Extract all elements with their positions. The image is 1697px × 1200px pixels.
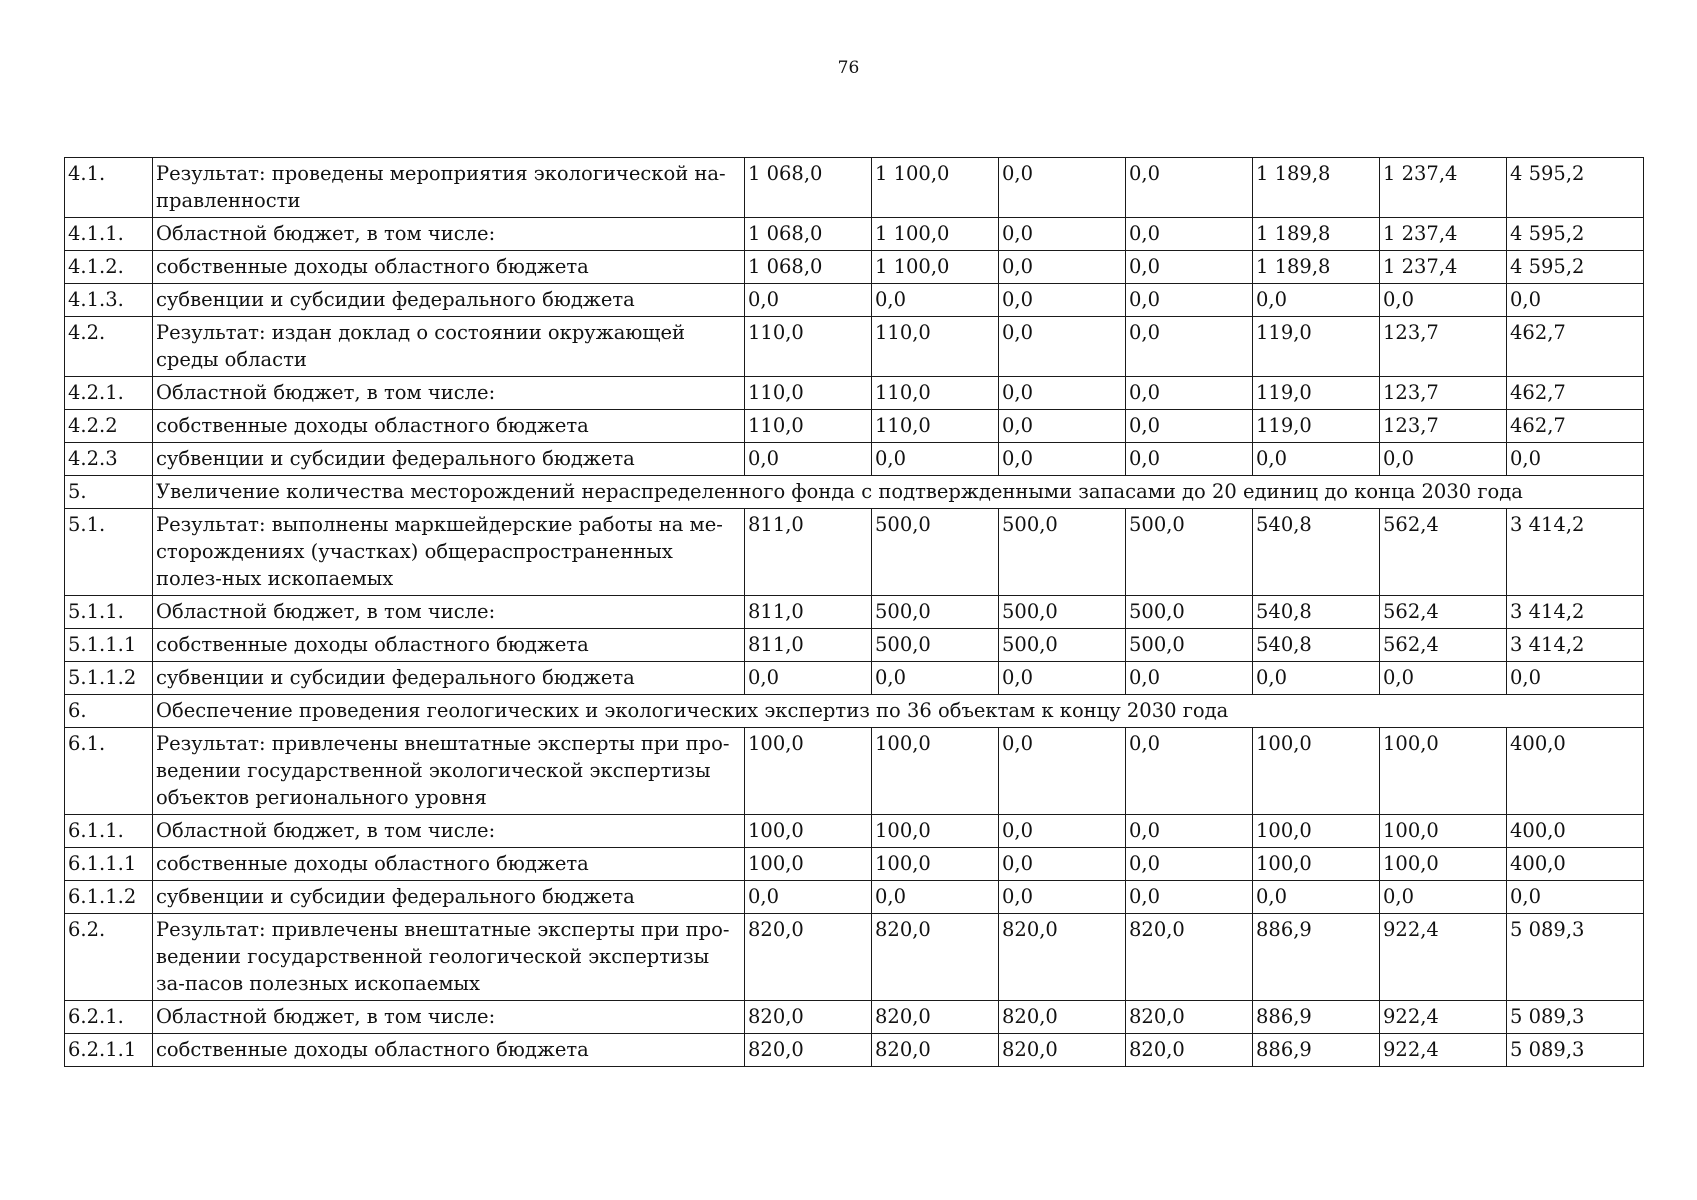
value-cell-2: 500,0 [872,509,999,596]
value-cell-4: 0,0 [1126,158,1253,218]
value-cell-5: 540,8 [1253,509,1380,596]
value-cell-5: 100,0 [1253,848,1380,881]
value-cell-1: 0,0 [745,284,872,317]
value-cell-5: 0,0 [1253,881,1380,914]
value-cell-3: 0,0 [999,284,1126,317]
row-id-cell: 5.1.1.1 [65,629,153,662]
row-id-cell: 4.1. [65,158,153,218]
value-cell-6: 0,0 [1380,662,1507,695]
row-id-cell: 5.1.1.2 [65,662,153,695]
value-cell-3: 500,0 [999,509,1126,596]
value-cell-5: 886,9 [1253,914,1380,1001]
row-label-cell: субвенции и субсидии федерального бюджета [153,881,745,914]
value-cell-3: 0,0 [999,158,1126,218]
value-cell-1: 110,0 [745,317,872,377]
row-id-cell: 5. [65,476,153,509]
value-cell-7: 0,0 [1507,284,1644,317]
value-cell-4: 0,0 [1126,410,1253,443]
value-cell-3: 500,0 [999,629,1126,662]
row-label-cell: Результат: выполнены маркшейдерские работы на ме-сторождениях (участках) общераспространенных полез-ных ископаемых [153,509,745,596]
value-cell-3: 0,0 [999,662,1126,695]
value-cell-2: 110,0 [872,377,999,410]
value-cell-3: 820,0 [999,1001,1126,1034]
value-cell-5: 100,0 [1253,728,1380,815]
section-row [65,476,1644,509]
value-cell-5: 0,0 [1253,443,1380,476]
value-cell-6: 123,7 [1380,317,1507,377]
value-cell-6: 100,0 [1380,815,1507,848]
row-id-cell: 6.1.1.1 [65,848,153,881]
value-cell-7: 5 089,3 [1507,914,1644,1001]
value-cell-1: 100,0 [745,815,872,848]
table-row [65,317,1644,377]
value-cell-7: 400,0 [1507,728,1644,815]
table-row [65,596,1644,629]
row-id-cell: 4.2. [65,317,153,377]
row-label-cell: собственные доходы областного бюджета [153,848,745,881]
value-cell-4: 0,0 [1126,815,1253,848]
value-cell-1: 1 068,0 [745,251,872,284]
row-id-cell: 6. [65,695,153,728]
row-id-cell: 4.2.2 [65,410,153,443]
value-cell-1: 100,0 [745,848,872,881]
value-cell-7: 462,7 [1507,377,1644,410]
row-id-cell: 6.1.1.2 [65,881,153,914]
value-cell-1: 820,0 [745,914,872,1001]
value-cell-1: 1 068,0 [745,158,872,218]
row-id-cell: 6.2. [65,914,153,1001]
table-row [65,284,1644,317]
row-id-cell: 4.1.3. [65,284,153,317]
table-row [65,1034,1644,1067]
value-cell-7: 4 595,2 [1507,218,1644,251]
value-cell-1: 1 068,0 [745,218,872,251]
value-cell-7: 5 089,3 [1507,1034,1644,1067]
value-cell-5: 540,8 [1253,629,1380,662]
value-cell-6: 0,0 [1380,881,1507,914]
value-cell-3: 820,0 [999,914,1126,1001]
value-cell-3: 0,0 [999,815,1126,848]
value-cell-4: 0,0 [1126,251,1253,284]
table-row [65,410,1644,443]
value-cell-7: 0,0 [1507,881,1644,914]
value-cell-3: 0,0 [999,410,1126,443]
row-label-cell: субвенции и субсидии федерального бюджета [153,284,745,317]
budget-table [64,157,1644,1067]
value-cell-2: 0,0 [872,284,999,317]
value-cell-1: 110,0 [745,410,872,443]
value-cell-6: 1 237,4 [1380,158,1507,218]
value-cell-4: 820,0 [1126,1001,1253,1034]
row-label-cell: собственные доходы областного бюджета [153,629,745,662]
table-row [65,914,1644,1001]
value-cell-5: 1 189,8 [1253,158,1380,218]
row-label-cell: Областной бюджет, в том числе: [153,596,745,629]
value-cell-7: 0,0 [1507,443,1644,476]
value-cell-6: 0,0 [1380,443,1507,476]
row-id-cell: 4.2.3 [65,443,153,476]
value-cell-5: 1 189,8 [1253,251,1380,284]
row-id-cell: 6.1.1. [65,815,153,848]
value-cell-6: 922,4 [1380,1001,1507,1034]
row-label-cell: Результат: издан доклад о состоянии окружающей среды области [153,317,745,377]
value-cell-5: 119,0 [1253,377,1380,410]
value-cell-3: 0,0 [999,218,1126,251]
table-row [65,662,1644,695]
value-cell-2: 500,0 [872,596,999,629]
value-cell-6: 100,0 [1380,848,1507,881]
row-id-cell: 4.2.1. [65,377,153,410]
value-cell-1: 100,0 [745,728,872,815]
row-id-cell: 5.1.1. [65,596,153,629]
value-cell-2: 500,0 [872,629,999,662]
value-cell-5: 100,0 [1253,815,1380,848]
value-cell-6: 1 237,4 [1380,218,1507,251]
value-cell-5: 1 189,8 [1253,218,1380,251]
row-label-cell: Областной бюджет, в том числе: [153,815,745,848]
table-row [65,815,1644,848]
value-cell-2: 110,0 [872,317,999,377]
value-cell-7: 4 595,2 [1507,158,1644,218]
value-cell-2: 110,0 [872,410,999,443]
table-row [65,377,1644,410]
row-label-cell: Областной бюджет, в том числе: [153,377,745,410]
value-cell-6: 100,0 [1380,728,1507,815]
value-cell-2: 0,0 [872,443,999,476]
row-label-cell: собственные доходы областного бюджета [153,410,745,443]
value-cell-2: 820,0 [872,914,999,1001]
section-title-cell: Обеспечение проведения геологических и экологических экспертиз по 36 объектам к концу 2030 года [153,695,1644,728]
table-row [65,1001,1644,1034]
table-row [65,848,1644,881]
row-label-cell: Областной бюджет, в том числе: [153,218,745,251]
page-number: 76 [837,58,860,78]
value-cell-2: 100,0 [872,728,999,815]
value-cell-1: 820,0 [745,1034,872,1067]
value-cell-2: 1 100,0 [872,158,999,218]
value-cell-3: 0,0 [999,251,1126,284]
value-cell-2: 1 100,0 [872,251,999,284]
value-cell-3: 0,0 [999,377,1126,410]
value-cell-1: 0,0 [745,881,872,914]
value-cell-4: 500,0 [1126,629,1253,662]
value-cell-4: 0,0 [1126,881,1253,914]
value-cell-4: 0,0 [1126,728,1253,815]
value-cell-7: 400,0 [1507,815,1644,848]
value-cell-1: 0,0 [745,443,872,476]
value-cell-2: 820,0 [872,1001,999,1034]
value-cell-7: 462,7 [1507,410,1644,443]
value-cell-2: 0,0 [872,662,999,695]
value-cell-6: 562,4 [1380,596,1507,629]
table-body [65,158,1644,1067]
value-cell-4: 0,0 [1126,284,1253,317]
value-cell-3: 820,0 [999,1034,1126,1067]
value-cell-1: 110,0 [745,377,872,410]
value-cell-7: 400,0 [1507,848,1644,881]
value-cell-4: 500,0 [1126,596,1253,629]
value-cell-2: 820,0 [872,1034,999,1067]
row-id-cell: 6.2.1.1 [65,1034,153,1067]
value-cell-7: 5 089,3 [1507,1001,1644,1034]
row-id-cell: 6.1. [65,728,153,815]
table-row [65,218,1644,251]
value-cell-1: 811,0 [745,596,872,629]
table-row [65,443,1644,476]
table-row [65,158,1644,218]
value-cell-7: 3 414,2 [1507,509,1644,596]
value-cell-6: 562,4 [1380,629,1507,662]
value-cell-5: 886,9 [1253,1034,1380,1067]
row-label-cell: собственные доходы областного бюджета [153,251,745,284]
table-row [65,509,1644,596]
row-id-cell: 4.1.1. [65,218,153,251]
row-label-cell: Областной бюджет, в том числе: [153,1001,745,1034]
value-cell-3: 0,0 [999,317,1126,377]
table-row [65,728,1644,815]
value-cell-7: 4 595,2 [1507,251,1644,284]
value-cell-6: 1 237,4 [1380,251,1507,284]
value-cell-2: 100,0 [872,848,999,881]
table-row [65,629,1644,662]
table-row [65,251,1644,284]
section-title-cell: Увеличение количества месторождений нераспределенного фонда с подтвержденными запасами до 20 единиц до конца 2030 года [153,476,1644,509]
value-cell-6: 922,4 [1380,914,1507,1001]
value-cell-4: 0,0 [1126,848,1253,881]
value-cell-5: 0,0 [1253,284,1380,317]
value-cell-1: 0,0 [745,662,872,695]
row-label-cell: субвенции и субсидии федерального бюджета [153,662,745,695]
value-cell-1: 811,0 [745,509,872,596]
row-label-cell: субвенции и субсидии федерального бюджета [153,443,745,476]
value-cell-5: 0,0 [1253,662,1380,695]
value-cell-2: 1 100,0 [872,218,999,251]
value-cell-4: 820,0 [1126,914,1253,1001]
row-label-cell: собственные доходы областного бюджета [153,1034,745,1067]
value-cell-4: 0,0 [1126,662,1253,695]
value-cell-7: 462,7 [1507,317,1644,377]
value-cell-4: 0,0 [1126,377,1253,410]
row-label-cell: Результат: проведены мероприятия экологической на-правленности [153,158,745,218]
value-cell-5: 540,8 [1253,596,1380,629]
value-cell-6: 123,7 [1380,410,1507,443]
value-cell-4: 0,0 [1126,443,1253,476]
row-id-cell: 4.1.2. [65,251,153,284]
row-label-cell: Результат: привлечены внештатные эксперты при про-ведении государственной экологической экспертизы объектов регионального уровня [153,728,745,815]
value-cell-3: 0,0 [999,728,1126,815]
value-cell-5: 119,0 [1253,410,1380,443]
value-cell-5: 886,9 [1253,1001,1380,1034]
value-cell-7: 3 414,2 [1507,596,1644,629]
value-cell-4: 500,0 [1126,509,1253,596]
value-cell-3: 0,0 [999,881,1126,914]
value-cell-2: 0,0 [872,881,999,914]
row-id-cell: 5.1. [65,509,153,596]
value-cell-5: 119,0 [1253,317,1380,377]
section-row [65,695,1644,728]
value-cell-4: 0,0 [1126,218,1253,251]
row-label-cell: Результат: привлечены внештатные эксперты при про-ведении государственной геологической экспертизы за-пасов полезных ископаемых [153,914,745,1001]
value-cell-1: 820,0 [745,1001,872,1034]
value-cell-1: 811,0 [745,629,872,662]
value-cell-3: 0,0 [999,443,1126,476]
value-cell-4: 0,0 [1126,317,1253,377]
table-row [65,881,1644,914]
value-cell-7: 0,0 [1507,662,1644,695]
value-cell-6: 562,4 [1380,509,1507,596]
value-cell-4: 820,0 [1126,1034,1253,1067]
value-cell-6: 922,4 [1380,1034,1507,1067]
value-cell-6: 123,7 [1380,377,1507,410]
value-cell-6: 0,0 [1380,284,1507,317]
value-cell-3: 500,0 [999,596,1126,629]
value-cell-7: 3 414,2 [1507,629,1644,662]
row-id-cell: 6.2.1. [65,1001,153,1034]
value-cell-2: 100,0 [872,815,999,848]
value-cell-3: 0,0 [999,848,1126,881]
